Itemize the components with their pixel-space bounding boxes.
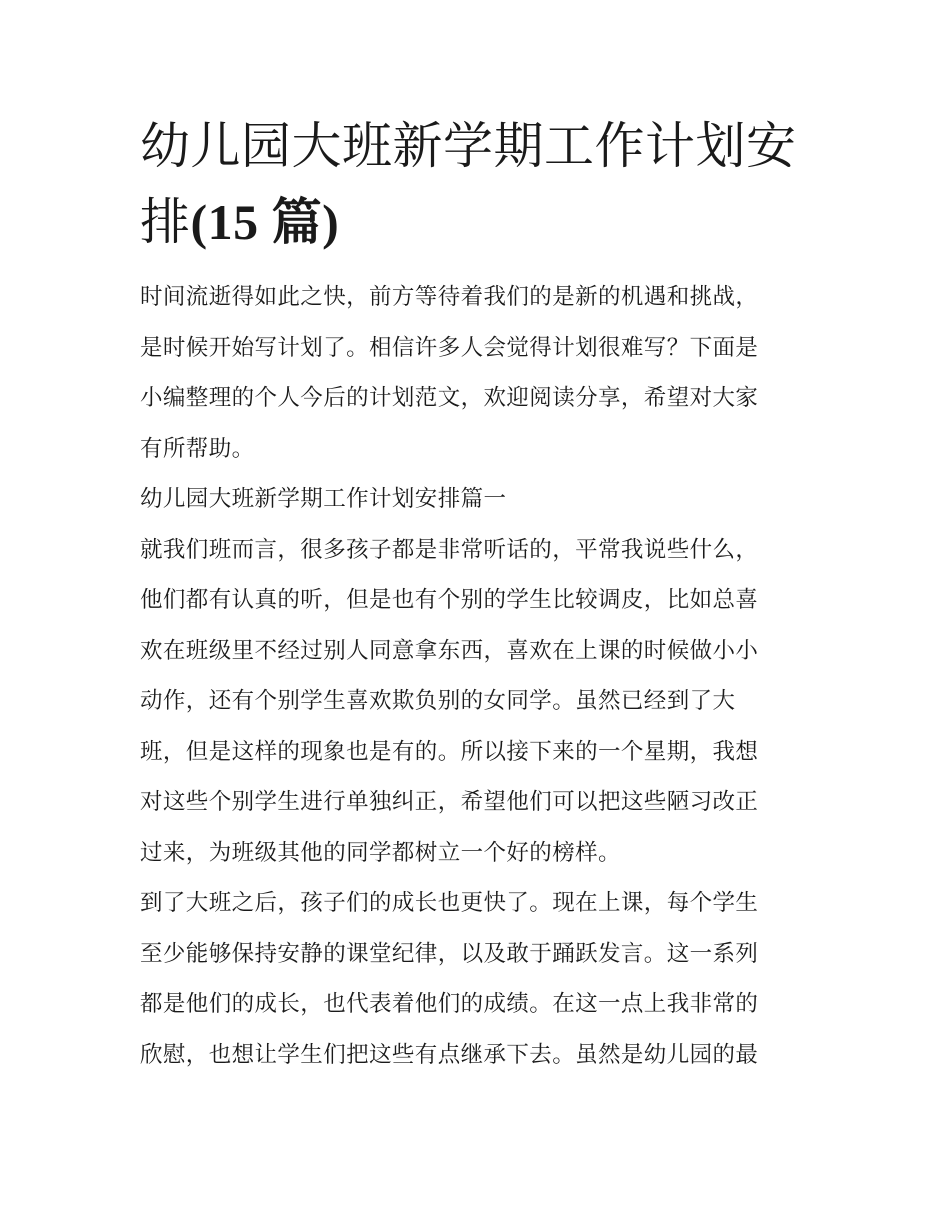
text-line: 有所帮助。: [140, 435, 255, 462]
text-line: 他们都有认真的听，但是也有个别的学生比较调皮，比如总喜: [140, 587, 759, 613]
text-line: 是时候开始写计划了。相信许多人会觉得计划很难写？下面是: [140, 334, 759, 361]
text-line: 小编整理的个人今后的计划范文，欢迎阅读分享，希望对大家: [140, 385, 759, 411]
title-count: (15 篇): [190, 194, 340, 250]
paragraph-1: [140, 525, 812, 879]
text-line: 就我们班而言，很多孩子都是非常听话的，平常我说些什么，: [140, 536, 759, 563]
text-line: 至少能够保持安静的课堂纪律，以及敢于踊跃发言。这一系列: [140, 940, 759, 967]
text-line: 都是他们的成长，也代表着他们的成绩。在这一点上我非常的: [140, 991, 759, 1017]
text-line: 时间流逝得如此之快，前方等待着我们的是新的机遇和挑战，: [140, 284, 759, 310]
title-line-2: [140, 184, 812, 260]
intro-paragraph: [140, 272, 812, 474]
text-line: 对这些个别学生进行单独纠正，希望他们可以把这些陋习改正: [140, 789, 759, 815]
section-heading: 幼儿园大班新学期工作计划安排篇一: [140, 486, 507, 512]
document-title: [140, 108, 812, 260]
document-page: [140, 108, 812, 1080]
text-line: 动作，还有个别学生喜欢欺负别的女同学。虽然已经到了大: [140, 688, 736, 714]
title-line-1: 幼儿园大班新学期工作计划安: [140, 117, 797, 175]
title-line-2-text: 排: [140, 193, 191, 251]
text-line: 到了大班之后，孩子们的成长也更快了。现在上课，每个学生: [140, 890, 759, 916]
text-line: 过来，为班级其他的同学都树立一个好的榜样。: [140, 839, 621, 866]
paragraph-2: [140, 878, 812, 1080]
text-line: 班，但是这样的现象也是有的。所以接下来的一个星期，我想: [140, 738, 759, 765]
text-line: 欣慰，也想让学生们把这些有点继承下去。虽然是幼儿园的最: [140, 1041, 759, 1068]
text-line: 欢在班级里不经过别人同意拿东西，喜欢在上课的时候做小小: [140, 637, 759, 664]
